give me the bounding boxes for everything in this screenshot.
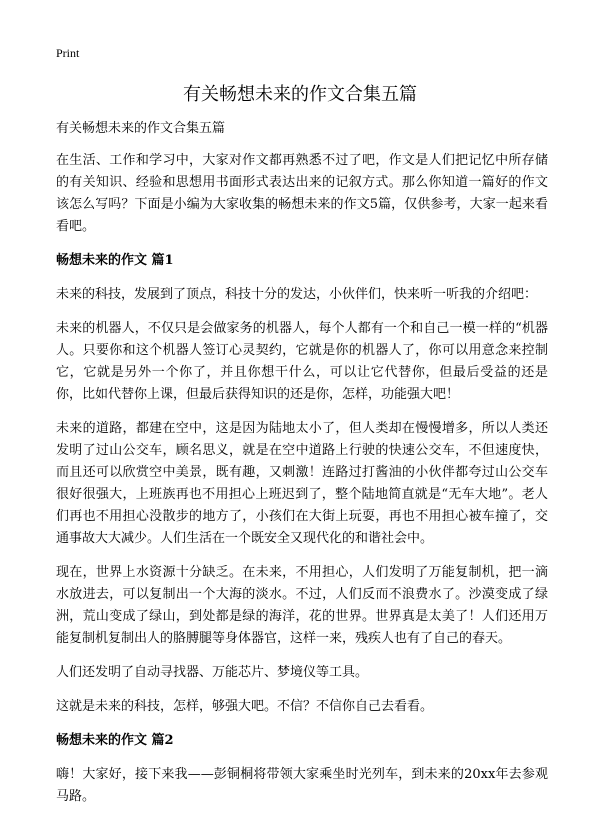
paragraph: 未来的机器人，不仅只是会做家务的机器人，每个人都有一个和自己一模一样的“机器人。只要你和这个机器人签订心灵契约，它就是你的机器人了，你可以用意念来控制它，它就是另外一个你了，并且你想干什么，可以让它代替你，但最后受益的还是你，比如代替你上课，但最后获得知识的还是你，怎样，功能强大吧！ — [56, 321, 548, 402]
intro-paragraph: 在生活、工作和学习中，大家对作文都再熟悉不过了吧，作文是人们把记忆中所存储的有关知识、经验和思想用书面形式表达出来的记叙方式。那么你知道一篇好的作文该怎么写吗？下面是小编为大家收集的畅想未来的作文5篇，仅供参考，大家一起来看看吧。 — [56, 153, 548, 234]
paragraph: 现在，世界上水资源十分缺乏。在未来，不用担心，人们发明了万能复制机，把一滴水放进去，可以复制出一个大海的淡水。不过，人们反而不浪费水了。沙漠变成了绿洲，荒山变成了绿山，到处都是绿的海洋，花的世界。世界真是太美了！人们还用万能复制机复制出人的胳膊腿等身体器官，这样一来，残疾人也有了自己的春天。 — [56, 565, 548, 646]
paragraph: 人们还发明了自动寻找器、万能芯片、梦境仪等工具。 — [56, 665, 369, 680]
document-body — [56, 118, 548, 820]
paragraph: 嗨！大家好，接下来我——彭铜桐将带领大家乘坐时光列车，到未来的20xx年去参观马路。 — [56, 767, 548, 804]
paragraph: 未来的道路，都建在空中，这是因为陆地太小了，但人类却在慢慢增多，所以人类还发明了过山公交车，顾名思义，就是在空中道路上行驶的快速公交车，不但速度快，而且还可以欣赏空中美景，既有趣，又刺激！连路过打酱油的小伙伴都夸过山公交车很好很强大，上班族再也不用担心上班迟到了，整个陆地简直就是“无车大地”。老人们再也不用担心没散步的地方了，小孩们在大街上玩耍，再也不用担心被车撞了，交通事故大大减少。人们生活在一个既安全又现代化的和谐社会中。 — [56, 421, 548, 546]
paragraph: 未来的科技，发展到了顶点，科技十分的发达，小伙伴们，快来听一听我的介绍吧： — [56, 287, 538, 302]
document-subtitle: 有关畅想未来的作文合集五篇 — [56, 121, 226, 136]
section-heading: 畅想未来的作文 篇1 — [56, 253, 174, 268]
section-heading: 畅想未来的作文 篇2 — [56, 733, 174, 748]
print-label[interactable]: Print — [56, 46, 80, 60]
page-title: 有关畅想未来的作文合集五篇 — [183, 84, 417, 105]
paragraph: 这就是未来的科技，怎样，够强大吧。不信？不信你自己去看看。 — [56, 699, 434, 714]
